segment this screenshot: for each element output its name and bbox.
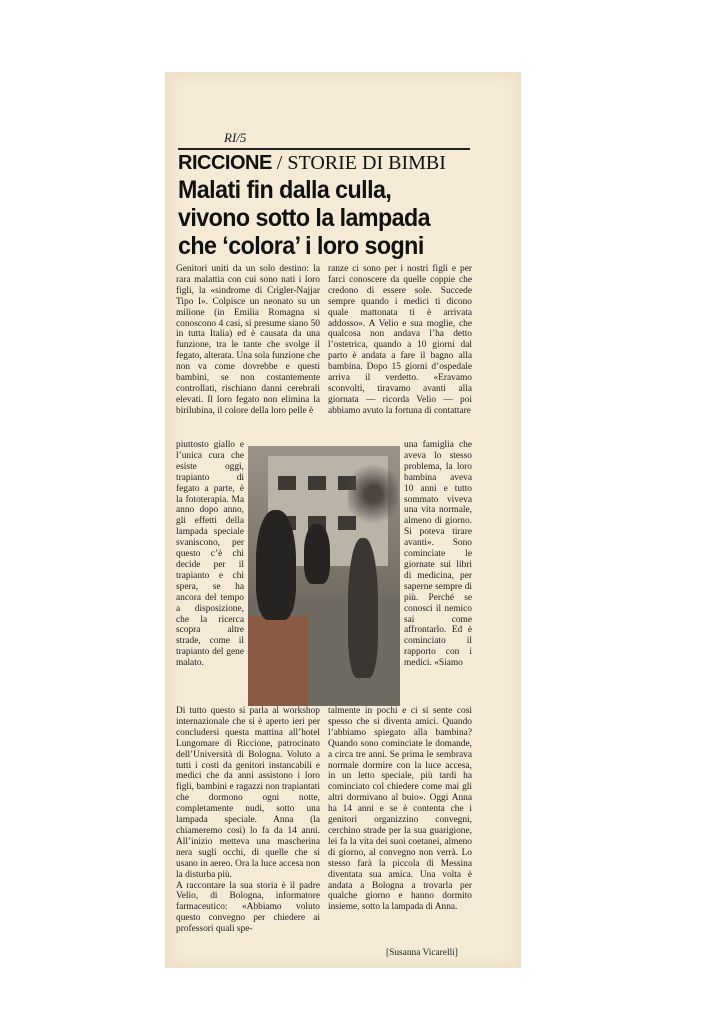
article-col2-wrap: una famiglia che aveva lo stesso problema, la loro bambina aveva 10 anni e tutto sommato viveva una vita normale, almeno di giorno. Si poteva tirare avanti». Sono cominciate le giornate sui libri di medicina, per saperne sempre di più. Perché se conosci il nemico sai come affrontarlo. Ed è cominciato il rapporto con i medici. «Siamo	[404, 440, 472, 669]
section-name: RICCIONE	[178, 152, 272, 174]
photo-window	[308, 476, 326, 490]
article-col1-top: Genitori uniti da un solo destino: la rara malattia con cui sono nati i loro figli, la «sindrome di Crigler-Najjar Tipo I». Colpisce un neonato su un milione (in Emilia Romagna si conoscono 4 casi, si presume siano 50 in tutta Italia) ed è causata da una funzione, tra le tante che svolge il fegato, alterata. Una sola funzione che non va come dovrebbe e questi bambini, se non costantemente controllati, rischiano danni cerebrali elevati. Il loro fegato non elimina la birilubina, il colore della loro pelle è	[176, 264, 320, 416]
article-photo	[248, 446, 400, 706]
article-col2-top: ranze ci sono per i nostri figli e per farci conoscere da quelle coppie che credono di essere sole. Succede sempre quando i medici ti dicono quale mattonata ti è arrivata addosso». A Velio e sua moglie, che qualcosa non andava l’ha detto l’ostetrica, quando a 10 giorni dal parto è andata a fare il bagno alla bambina. Dopo 15 giorni d’ospedale arriva il verdetto. «Eravamo sconvolti, tiravamo avanti alla giornata — ricorda Velio — poi abbiamo avuto la fortuna di contattare	[328, 264, 472, 416]
article-col1-wrap: piuttosto giallo e l’unica cura che esiste oggi, trapianto di fegato a parte, è la fototerapia. Ma anno dopo anno, gli effetti della lampada speciale svaniscono, per questo c’è chi decide per il trapianto e chi spera, se ha ancora del tempo a disposizione, che la ricerca scopra altre strade, come il trapianto del gene malato.	[176, 440, 244, 669]
header-rule	[178, 148, 470, 150]
article-col2-bottom: talmente in pochi e ci si sente così spesso che si diventa amici. Quando l’abbiamo spiegato alla bambina? Quando sono cominciate le domande, a circa tre anni. Se prima le sembrava normale dormire con la luce accesa, in un letto speciale, più tardi ha cominciato col chiedere come mai gli altri dormivano al buio». Oggi Anna ha 14 anni e se è contenta che i genitori organizzino convegni, cerchino strade per la sua guarigione, lei fa la vita dei suoi coetanei, almeno di giorno, al convegno non verrà. Lo stesso farà la piccola di Messina diventata sua amica. Una volta è andata a Bologna a trovarla per qualche giorno e hanno dormito insieme, sotto la lampada di Anna.	[328, 706, 472, 913]
photo-brick-wall	[248, 616, 308, 706]
photo-window	[278, 476, 296, 490]
author-credit: [Susanna Vicarelli]	[386, 948, 458, 958]
article-col1-bottom: Di tutto questo si parla al workshop internazionale che si è aperto ieri per concludersi questa mattina all’hotel Lungomare di Riccione, patrocinato dell’Università di Bologna. Voluto a tutti i costi da genitori instancabili e medici che da anni assistono i loro figli, bambini e ragazzi non trapiantati che dormono ogni notte, completamente nudi, sotto una lampada speciale. Anna (la chiameremo così) lo fa da 14 anni. All’inizio metteva una mascherina nera sugli occhi, di quelle che si usano in aereo. Ora la luce accesa non la disturba più. A raccontare la sua storia è il padre Velio, di Bologna, informatore farmaceutico: «Abbiamo voluto questo convegno per chiedere ai professori quali spe-	[176, 706, 320, 935]
headline: Malati fin dalla culla, vivono sotto la lampada che ‘colora’ i loro sogni	[178, 176, 431, 260]
photo-child-figure	[304, 524, 330, 584]
page-code: RI/5	[224, 130, 247, 145]
photo-girl-figure	[348, 538, 378, 678]
photo-adult-figure	[256, 510, 296, 620]
subsection-name: STORIE DI BIMBI	[287, 152, 446, 174]
kicker	[178, 152, 446, 175]
kicker-separator: /	[271, 152, 288, 174]
